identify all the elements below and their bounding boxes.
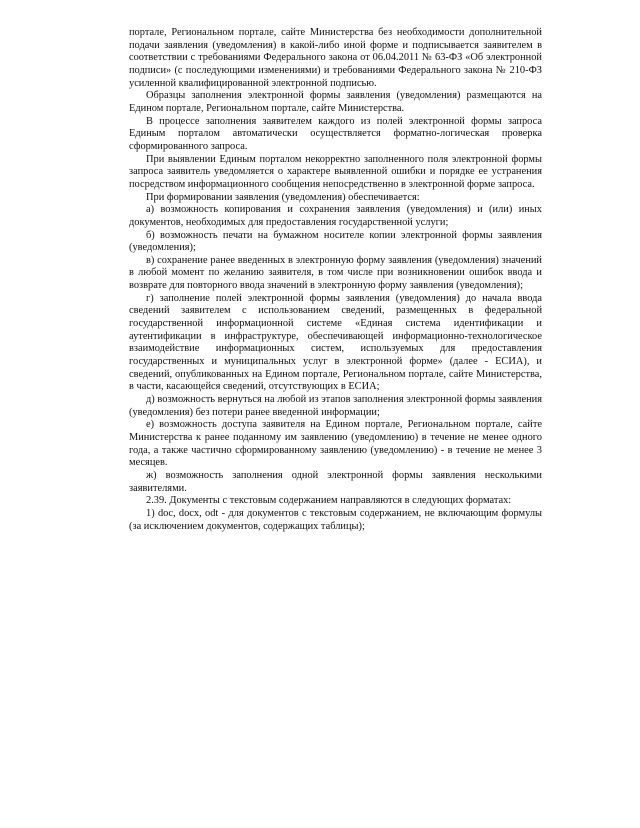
- list-item-zh: ж) возможность заполнения одной электронной формы заявления несколькими заявителями.: [129, 469, 542, 494]
- section-2-39: 2.39. Документы с текстовым содержанием направляются в следующих форматах:: [146, 495, 512, 507]
- paragraph-continuation: порталe, Региональном портале, сайте Министерства без необходимости дополнительной подачи заявления (уведомления) в какой-либо иной форме и подписывается заявителем в соответствии с требованиями Федерального закона от 06.04.2011 № 63-ФЗ «Об электронной подписи» (с последующими изменениями) и требованиями Федерального закона № 210-ФЗ усиленной квалифицированной электронной подписью.: [129, 27, 542, 89]
- list-item-a: а) возможность копирования и сохранения заявления (уведомления) и (или) иных документов, необходимых для предоставления государственной услуги;: [129, 204, 542, 228]
- list-item-g: г) заполнение полей электронной формы заявления (уведомления) до начала ввода сведений заявителем с использованием сведений, размещенных в федеральной государственной информационной системе «Единая система идентификации и аутентификации в инфраструктуре, обеспечивающей информационно-технологическое взаимодействие информационных систем, используемых для предоставления государственных и муниципальных услуг в электронной форме» (далее - ЕСИА), и сведений, опубликованных на Едином портале, Региональном портале, сайте Министерства, в части, касающейся сведений, отсутствующих в ЕСИА;: [129, 292, 542, 393]
- list-item-b: б) возможность печати на бумажном носителе копии электронной формы заявления (уведомления);: [129, 229, 542, 254]
- list-item-e: е) возможность доступа заявителя на Едином портале, Региональном портале, сайте Министерства к ранее поданному им заявлению (уведомлению) в течение не менее одного года, а также частично сформированному заявлению (уведомлению) - в течение не менее 3 месяцев.: [129, 419, 542, 469]
- list-item-d: д) возможность вернуться на любой из этапов заполнения электронной формы заявления (уведомления) без потери ранее введенной информации;: [129, 394, 542, 418]
- document-body: [129, 27, 542, 533]
- paragraph-error-notice: При выявлении Единым порталом некорректно заполненного поля электронной формы запроса заявитель уведомляется о характере выявленной ошибки и порядке ее устранения посредством информационного сообщения непосредственно в электронной форме запроса.: [129, 153, 542, 190]
- paragraph-samples: Образцы заполнения электронной формы заявления (уведомления) размещаются на Едином портале, Региональном портале, сайте Министерства.: [129, 90, 542, 114]
- paragraph-provided-features: При формировании заявления (уведомления) обеспечивается:: [146, 191, 420, 203]
- list-item-v: в) сохранение ранее введенных в электронную форму заявления (уведомления) значений в любой момент по желанию заявителя, в том числе при возникновении ошибок ввода и возврате для повторного ввода значений в электронную форму заявления (уведомления);: [129, 254, 542, 292]
- format-item-1: 1) doc, docx, odt - для документов с текстовым содержанием, не включающим формулы (за исключением документов, содержащих таблицы);: [129, 507, 542, 532]
- paragraph-format-check: В процессе заполнения заявителем каждого из полей электронной формы запроса Единым порталом автоматически осуществляется форматно-логическая проверка сформированного запроса.: [129, 115, 542, 152]
